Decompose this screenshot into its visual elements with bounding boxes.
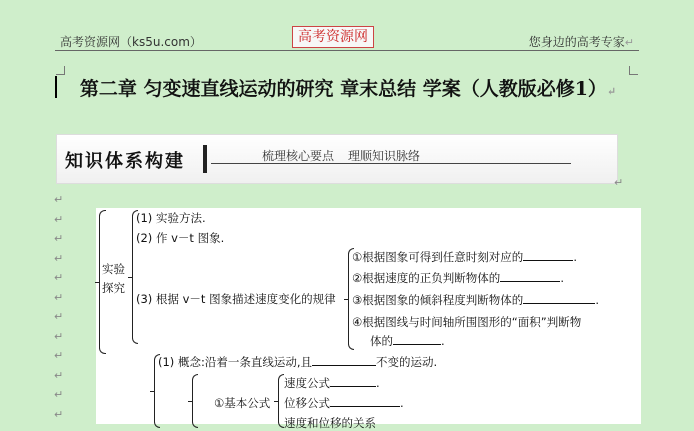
formula-displacement: 位移公式 .: [284, 396, 404, 410]
document-title[interactable]: 第二章 匀变速直线运动的研究 章末总结 学案（人教版必修1）↵: [79, 78, 617, 100]
exp-item-3: (3) 根据 v－t 图象描述速度变化的规律: [136, 292, 336, 306]
paragraph-mark: ↵: [614, 176, 624, 189]
exp-label-2: 探究: [102, 281, 125, 295]
concept-line: (1) 概念:沿着一条直线运动,且 不变的运动.: [158, 355, 438, 369]
graph-item-1: ①根据图象可得到任意时刻对应的 .: [352, 250, 577, 264]
formula-velocity: 速度公式 .: [284, 376, 380, 390]
exp-item-1: (1) 实验方法.: [136, 211, 206, 225]
text-cursor: [55, 76, 57, 98]
formula-label: ①基本公式: [214, 396, 271, 410]
paragraph-marks-column: ↵ ↵ ↵ ↵ ↵ ↵ ↵ ↵ ↵ ↵ ↵ ↵: [54, 193, 64, 421]
banner-subtitle: 梳理核心要点 理顺知识脉络: [262, 149, 421, 163]
banner-accent-bar: [203, 145, 207, 173]
brace-laws: [192, 374, 198, 428]
margin-corner-mark: [629, 66, 638, 75]
header-source: 高考资源网（ks5u.com）: [60, 35, 202, 49]
exp-label-1: 实验: [102, 262, 125, 276]
graph-item-3: ③根据图象的倾斜程度判断物体的 .: [352, 293, 599, 307]
graph-item-2: ②根据速度的正负判断物体的 .: [352, 271, 564, 285]
formula-relation: 速度和位移的关系: [284, 416, 376, 430]
knowledge-tree: [96, 208, 641, 430]
header-divider: [55, 50, 639, 51]
header-slogan: 您身边的高考专家↵: [528, 35, 634, 49]
exp-item-2: (2) 作 v－t 图象.: [136, 231, 225, 245]
site-watermark-stamp: 高考资源网: [292, 26, 374, 48]
graph-item-4: ④根据图线与时间轴所围图形的“面积”判断物: [352, 315, 582, 329]
graph-item-4-cont: 体的 .: [370, 334, 445, 348]
section-banner: [56, 134, 618, 184]
margin-corner-mark: [56, 66, 65, 75]
banner-title: 知识体系构建: [65, 151, 185, 172]
banner-underline: [211, 163, 571, 164]
